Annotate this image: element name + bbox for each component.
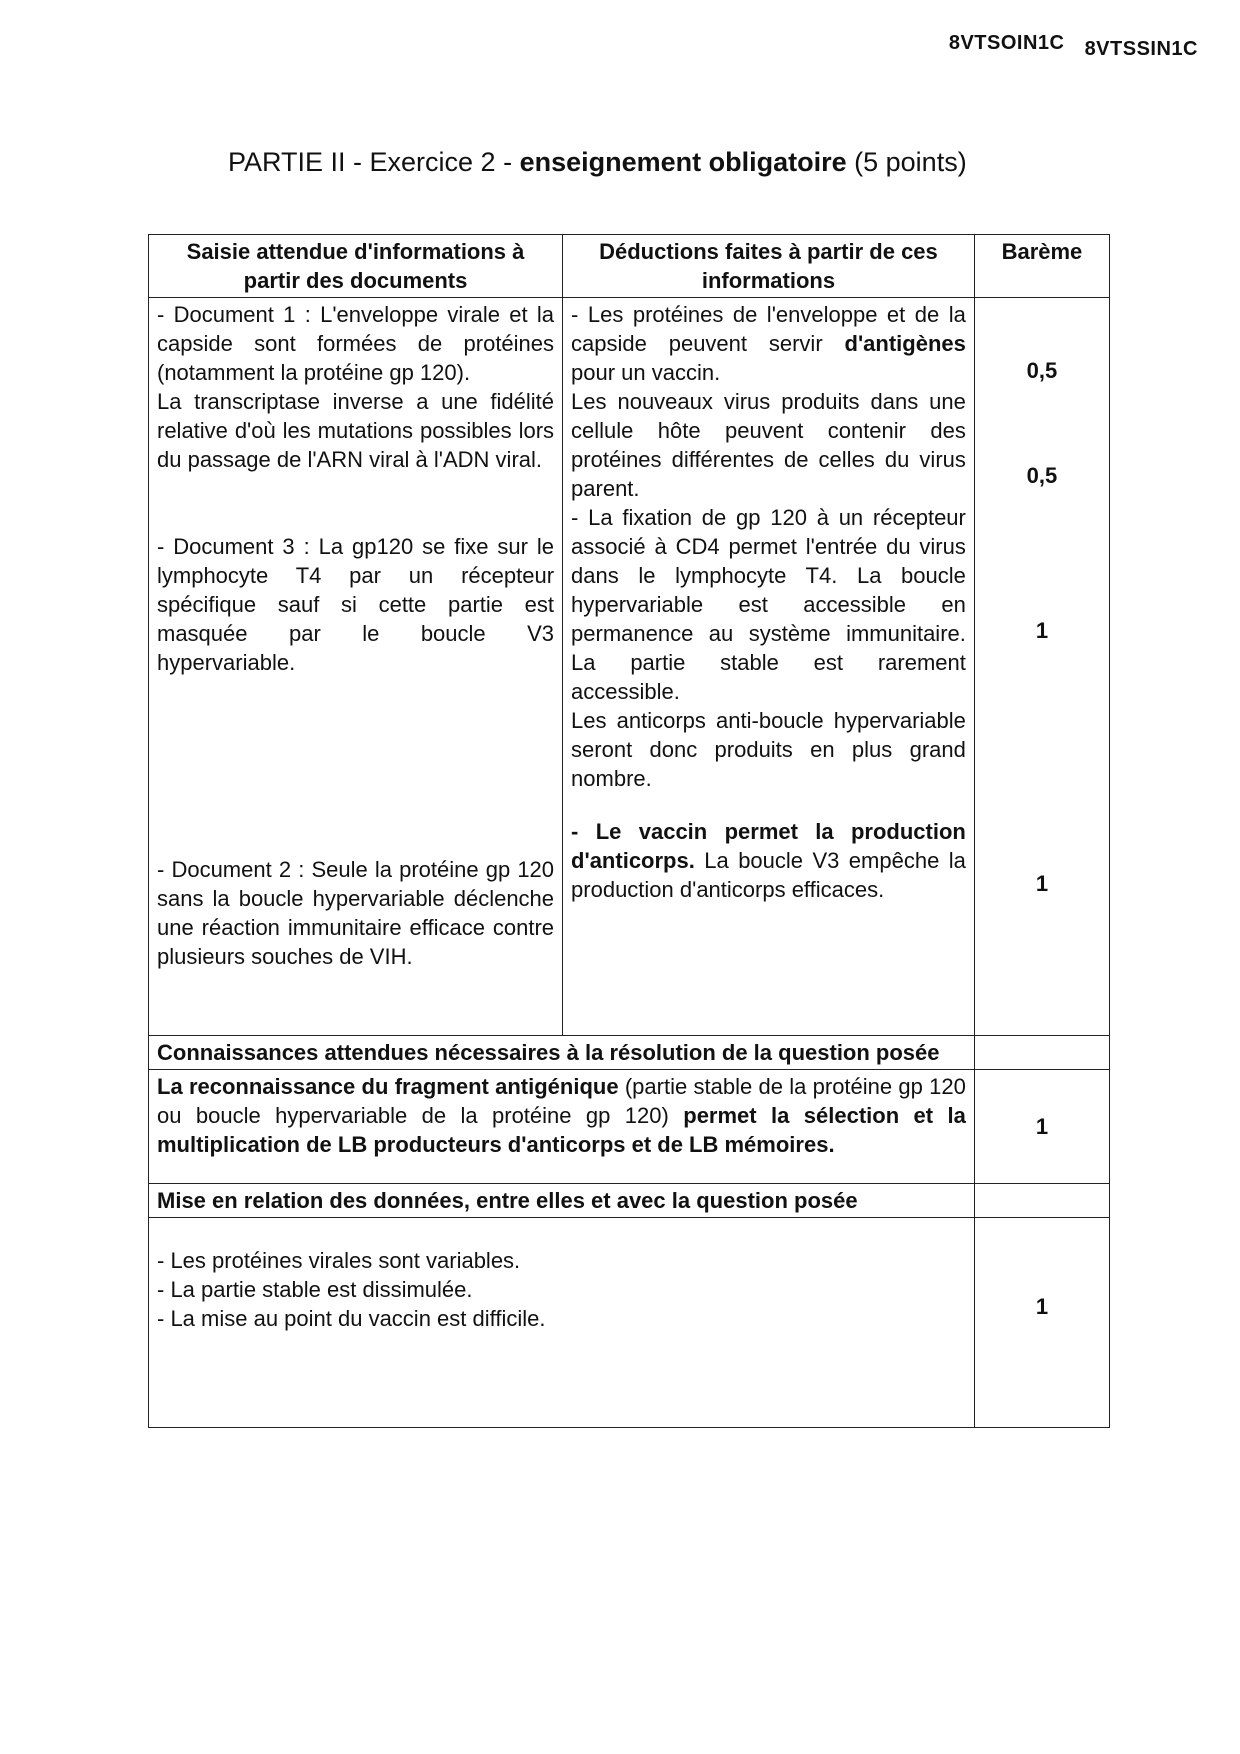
score-2: 0,5 — [1026, 463, 1058, 488]
score-1: 0,5 — [1026, 358, 1058, 383]
knowledge-text — [149, 1070, 975, 1184]
deduction-1-bold: d'antigènes — [844, 331, 966, 356]
deduction-2: Les nouveaux virus produits dans une cellule hôte peuvent contenir des protéines différentes de celles du virus parent. — [571, 389, 966, 501]
document-code-1: 8VTSOIN1C — [948, 32, 1065, 54]
deduction-1-a: - Les protéines de l'enveloppe et de la capside peuvent servir — [571, 302, 966, 356]
doc1-info — [157, 300, 554, 387]
grading-table — [148, 234, 1110, 1428]
relation-score: 1 — [1035, 1294, 1049, 1319]
header-bareme: Barème — [974, 235, 1109, 298]
knowledge-bold-b: permet la sélection et la multiplication de LB producteurs d'anticorps et de LB mémoires. — [157, 1103, 966, 1157]
knowledge-header-row — [149, 1036, 1110, 1070]
deduction-3: - La fixation de gp 120 à un récepteur associé à CD4 permet l'entrée du virus dans le lymphocyte T4. La boucle hypervariable est accessible en permanence au système immunitaire. La partie stable est rarement accessible. — [571, 505, 966, 704]
deduction-5-rest: La boucle V3 empêche la production d'anticorps efficaces. — [571, 848, 966, 902]
title-prefix: PARTIE II - Exercice 2 - — [228, 147, 520, 177]
score-3: 1 — [1035, 618, 1049, 643]
grading-sheet — [148, 234, 1110, 1428]
knowledge-mid: (partie stable de la protéine gp 120 ou boucle hypervariable de la protéine gp 120) — [157, 1074, 966, 1128]
header-info: Saisie attendue d'informations à partir des documents — [149, 235, 563, 298]
relation-item-2: - La partie stable est dissimulée. — [157, 1277, 473, 1302]
relation-header-row — [149, 1184, 1110, 1218]
table-row-documents — [149, 298, 1110, 1036]
relation-item-3: - La mise au point du vaccin est difficile. — [157, 1306, 546, 1331]
doc1-text-b: La transcriptase inverse a une fidélité relative d'où les mutations possibles lors du passage de l'ARN viral à l'ADN viral. — [157, 389, 555, 472]
knowledge-row — [149, 1070, 1110, 1184]
deduction-1 — [571, 300, 966, 387]
doc2-info: - Document 2 : Seule la protéine gp 120 sans la boucle hypervariable déclenche une réaction immunitaire efficace contre plusieurs souches de VIH. — [157, 857, 555, 969]
deduction-1-b: pour un vaccin. — [571, 360, 721, 385]
title-suffix: (5 points) — [846, 147, 967, 177]
deductions-cell — [563, 298, 975, 1036]
relation-header-score — [974, 1184, 1109, 1218]
info-cell — [149, 298, 563, 1036]
scores-cell — [974, 298, 1109, 1036]
knowledge-header: Connaissances attendues nécessaires à la résolution de la question posée — [149, 1036, 975, 1070]
doc3-info: - Document 3 : La gp120 se fixe sur le lymphocyte T4 par un récepteur spécifique sauf si cette partie est masquée par le boucle V3 hypervariable. — [157, 534, 555, 675]
deduction-5-bold: - Le vaccin permet la production d'anticorps. — [571, 819, 966, 873]
knowledge-header-score — [974, 1036, 1109, 1070]
knowledge-bold-a: La reconnaissance du fragment antigénique — [157, 1074, 619, 1099]
page-title — [228, 147, 967, 178]
header-deductions: Déductions faites à partir de ces informations — [563, 235, 975, 298]
knowledge-score: 1 — [1035, 1114, 1049, 1139]
relation-score-cell — [974, 1218, 1109, 1428]
relation-text — [149, 1218, 975, 1428]
table-header-row — [149, 235, 1110, 298]
title-bold: enseignement obligatoire — [519, 147, 847, 177]
knowledge-score-cell — [974, 1070, 1109, 1184]
document-codes — [935, 32, 1198, 60]
relation-row — [149, 1218, 1110, 1428]
relation-header: Mise en relation des données, entre elles et avec la question posée — [149, 1184, 975, 1218]
doc1-text-a: L'enveloppe virale et la capside sont formées de protéines (notamment la protéine gp 120). — [157, 302, 555, 385]
score-4: 1 — [1035, 871, 1049, 896]
deduction-4: Les anticorps anti-boucle hypervariable seront donc produits en plus grand nombre. — [571, 708, 966, 791]
deduction-5 — [571, 817, 966, 904]
document-code-2: 8VTSSIN1C — [1084, 38, 1198, 60]
relation-item-1: - Les protéines virales sont variables. — [157, 1248, 521, 1273]
doc1-label: - Document 1 : — [157, 302, 321, 327]
